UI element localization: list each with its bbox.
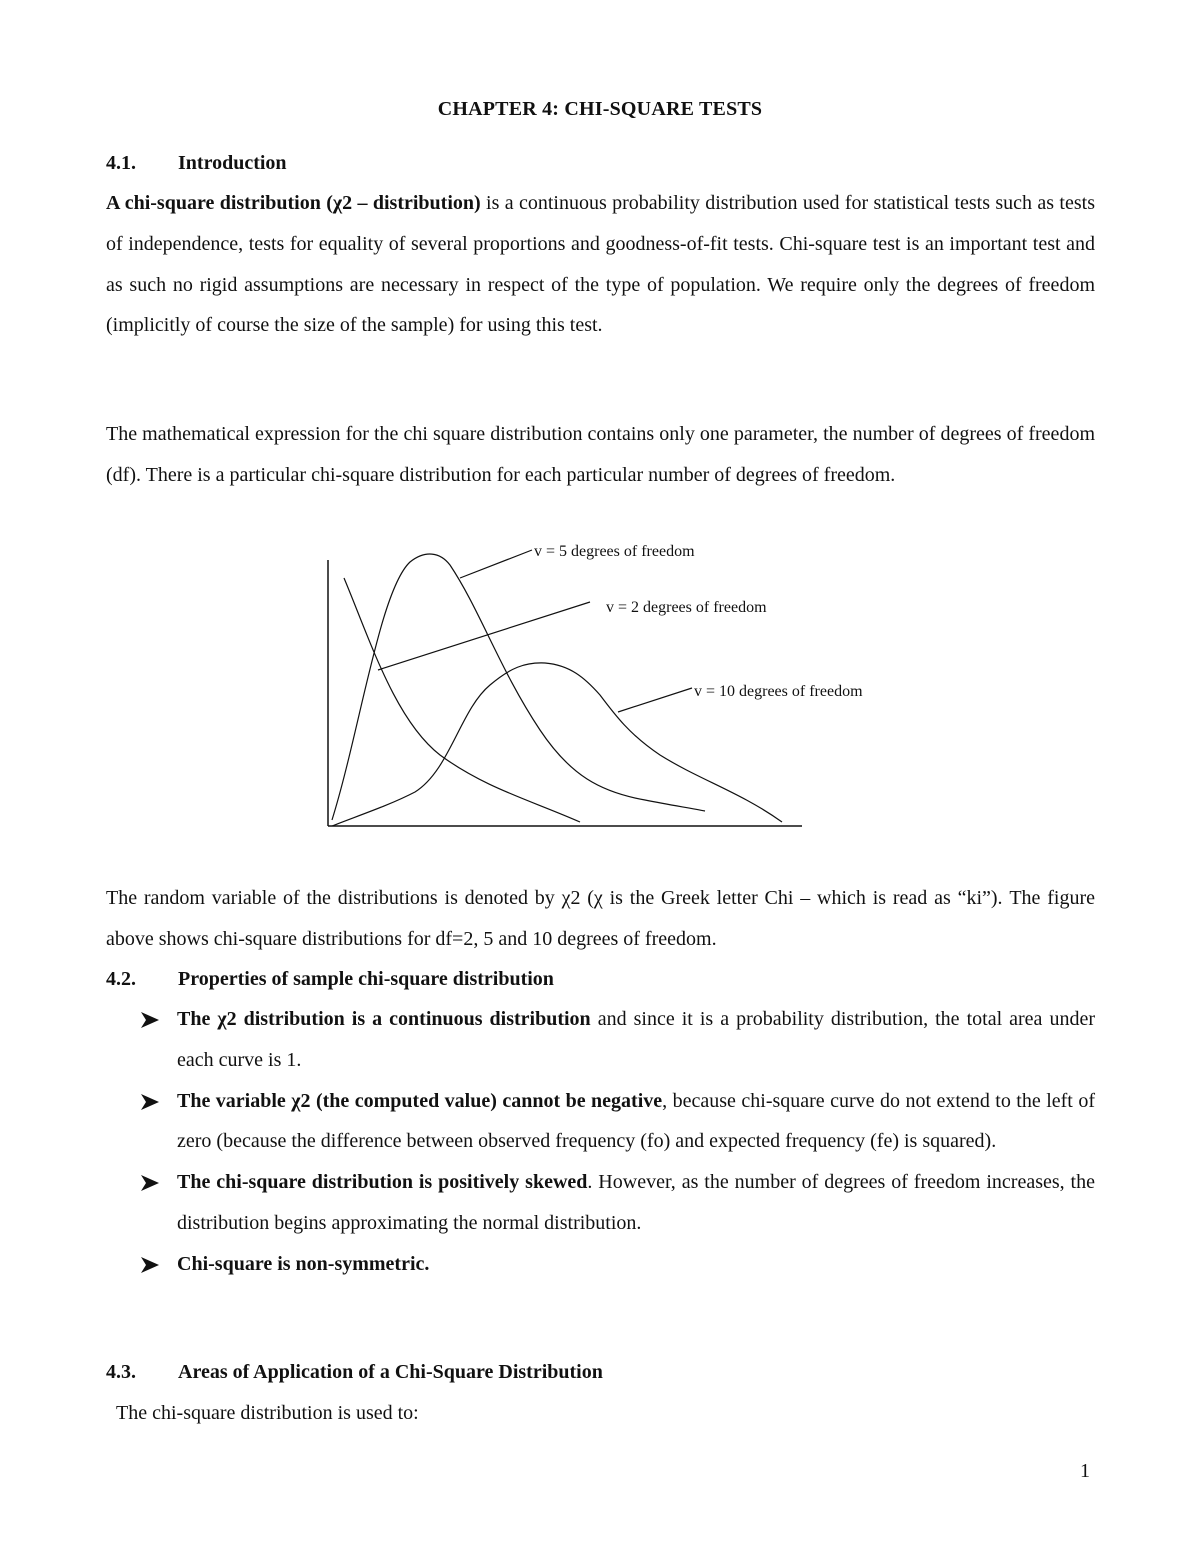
arrow-bullet-icon bbox=[140, 1244, 164, 1284]
arrow-bullet-icon bbox=[140, 1081, 164, 1121]
arrow-bullet-icon bbox=[140, 1162, 164, 1202]
section-title: Areas of Application of a Chi-Square Distribution bbox=[178, 1361, 603, 1383]
curve-df-2 bbox=[344, 578, 580, 822]
section-number: 4.2. bbox=[106, 968, 136, 990]
leader-df-2 bbox=[378, 602, 590, 670]
chapter-title: CHAPTER 4: CHI-SQUARE TESTS bbox=[437, 98, 763, 120]
list-item bbox=[140, 1244, 1095, 1285]
label-df-2: v = 2 degrees of freedom bbox=[606, 599, 767, 616]
list-item bbox=[140, 999, 1095, 1081]
curve-df-5 bbox=[332, 554, 705, 820]
section-heading-application bbox=[106, 1361, 603, 1384]
property-rest: , because chi-square curve do not extend to the left of zero (because the difference between observed frequency (fo) and expected frequency (fe) is squared). bbox=[177, 1089, 1095, 1153]
leader-df-10 bbox=[618, 688, 692, 712]
label-df-5: v = 5 degrees of freedom bbox=[534, 543, 695, 560]
list-item bbox=[140, 1081, 1095, 1163]
section-title: Properties of sample chi-square distribution bbox=[178, 968, 554, 990]
page-number: 1 bbox=[1080, 1460, 1090, 1482]
property-lead: The χ2 distribution is a continuous distribution bbox=[177, 1008, 591, 1030]
application-intro: The chi-square distribution is used to: bbox=[116, 1402, 419, 1424]
section-heading-properties bbox=[106, 968, 554, 991]
random-variable-paragraph: The random variable of the distributions is denoted by χ2 (χ is the Greek letter Chi – which is read as “ki”). The figure above shows chi-square distributions for df=2, 5 and 10 degrees of freedom. bbox=[106, 887, 1095, 950]
label-df-10: v = 10 degrees of freedom bbox=[694, 683, 863, 700]
section-number: 4.1. bbox=[106, 152, 136, 174]
expression-paragraph: The mathematical expression for the chi square distribution contains only one parameter, the number of degrees of freedom (df). There is a particular chi-square distribution for each particular number of degrees of freedom. bbox=[106, 423, 1095, 486]
intro-paragraph bbox=[106, 183, 1095, 346]
section-heading-intro bbox=[106, 152, 287, 175]
intro-bold-term: A chi-square distribution (χ2 – distribution) bbox=[106, 192, 481, 214]
intro-text: is a continuous probability distribution used for statistical tests such as tests of independence, tests for equality of several proportions and goodness-of-fit tests. Chi-square test is an important test and as such no rigid assumptions are necessary in respect of the type of population. We require only the degrees of freedom (implicitly of course the size of the sample) for using this test. bbox=[106, 192, 1095, 337]
list-item bbox=[140, 1162, 1095, 1244]
property-lead: Chi-square is non-symmetric. bbox=[177, 1252, 430, 1275]
property-rest: and since it is a probability distribution, the total area under each curve is 1. bbox=[177, 1008, 1095, 1071]
property-lead: The variable χ2 (the computed value) cannot be negative bbox=[177, 1089, 663, 1112]
chi-square-chart bbox=[300, 530, 920, 840]
arrow-bullet-icon bbox=[140, 999, 164, 1039]
section-number: 4.3. bbox=[106, 1361, 136, 1383]
leader-df-5 bbox=[460, 550, 532, 578]
properties-list bbox=[140, 999, 1095, 1285]
property-rest: . However, as the number of degrees of freedom increases, the distribution begins approximating the normal distribution. bbox=[177, 1171, 1095, 1234]
section-title: Introduction bbox=[178, 152, 287, 174]
property-lead: The chi-square distribution is positively skewed bbox=[177, 1171, 588, 1194]
